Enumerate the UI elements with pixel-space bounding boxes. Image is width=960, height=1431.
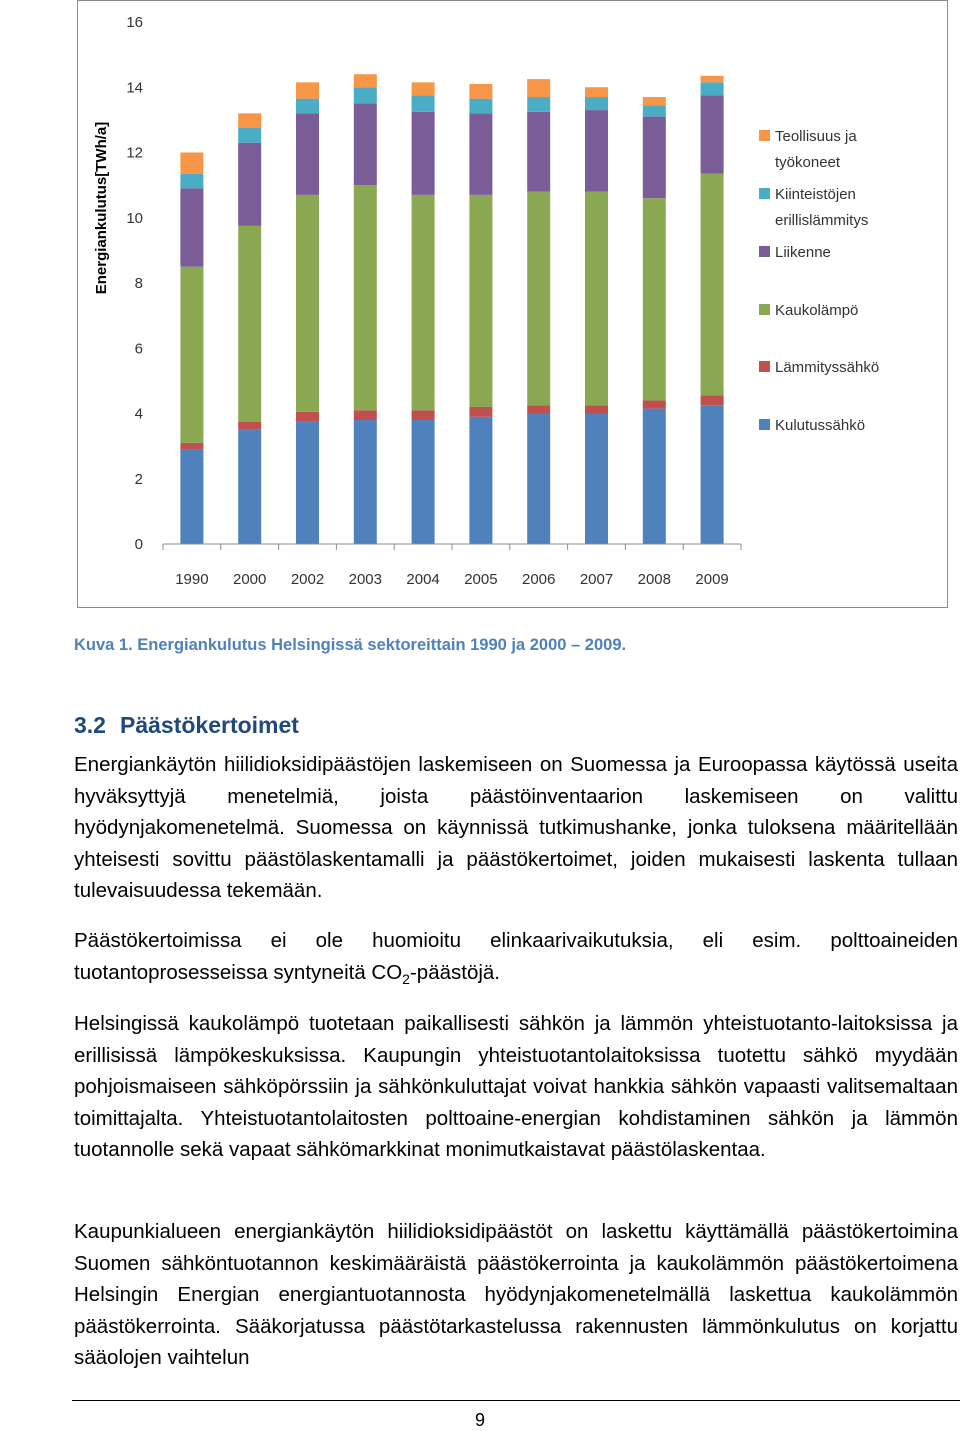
legend-label: erillislämmitys [775, 212, 869, 229]
bar-segment [643, 97, 666, 105]
bar-segment [238, 430, 261, 544]
bar-segment [701, 405, 724, 544]
bar-segment [469, 84, 492, 99]
y-tick-label: 4 [134, 405, 143, 423]
bar-segment [469, 417, 492, 544]
bar-segment [354, 420, 377, 544]
x-tick-label: 2009 [695, 571, 729, 588]
bar-segment [354, 104, 377, 186]
bar-segment [469, 407, 492, 417]
bar-segment [354, 74, 377, 87]
bar-segment [354, 87, 377, 103]
bar-segment [527, 79, 550, 97]
bar-segment [354, 410, 377, 420]
bar-segment [643, 117, 666, 199]
bar-segment [354, 185, 377, 410]
bar-segment [180, 188, 203, 266]
legend-swatch [759, 361, 770, 372]
y-tick-label: 16 [126, 14, 143, 31]
section-title: Päästökertoimet [119, 712, 299, 738]
bar-segment [701, 95, 724, 173]
y-tick-label: 8 [134, 275, 143, 292]
y-tick-label: 10 [126, 209, 143, 227]
stacked-bar-chart [78, 1, 947, 607]
bar-segment [412, 95, 435, 111]
figure-caption: Kuva 1. Energiankulutus Helsingissä sektoreittain 1990 ja 2000 – 2009. [74, 636, 627, 654]
y-tick-label: 0 [134, 536, 143, 553]
paragraph-3: Helsingissä kaukolämpö tuotetaan paikallisesti sähkön ja lämmön yhteistuotanto-laitoksissa ja erillisissä lämpökeskuksissa. Kaupungin yhteistuotantolaitoksissa tuotettu sähkö myydään pohjoismaiseen sähköpörssiin ja sähkönkuluttajat voivat hankkia sähkön vapaasti valitsemaltaan toimittajalta. Yhteistuotantolaitosten polttoaine-energian kohdistaminen sähkön ja lämmön tuotannolle sekä vapaat sähkömarkkinat monimutkaistavat päästölaskentaa. [74, 1012, 958, 1161]
bar-segment [643, 198, 666, 400]
bar-segment [238, 226, 261, 422]
bar-segment [643, 105, 666, 116]
legend-label: Kaukolämpö [775, 302, 859, 319]
section-heading [74, 712, 299, 739]
bar-segment [180, 153, 203, 174]
bar-segment [585, 87, 608, 97]
x-tick-label: 1990 [175, 571, 209, 588]
bar-segment [585, 405, 608, 413]
y-tick-label: 2 [134, 470, 143, 488]
y-tick-label: 6 [134, 340, 143, 358]
paragraph-2-tail: -päästöjä. [409, 960, 500, 984]
bar-segment [412, 195, 435, 410]
legend-swatch [759, 304, 770, 315]
paragraph-2-text: Päästökertoimissa ei ole huomioitu elinkaarivaikutuksia, eli esim. polttoaineiden tuotantoprosesseissa syntyneitä CO [74, 929, 958, 984]
section-number: 3.2 [74, 712, 106, 738]
legend-swatch [759, 246, 770, 257]
bar-segment [238, 113, 261, 128]
page-number: 9 [474, 1410, 485, 1430]
bar-segment [527, 112, 550, 192]
bar-segment [296, 195, 319, 412]
bar-segment [469, 113, 492, 195]
bar-segment [585, 110, 608, 192]
bar-segment [412, 420, 435, 544]
bar-segment [701, 82, 724, 95]
chart-container [77, 0, 948, 608]
bar-segment [701, 76, 724, 83]
legend-swatch [759, 188, 770, 199]
bar-segment [585, 414, 608, 545]
x-tick-label: 2002 [290, 571, 325, 588]
legend-label: Kulutussähkö [775, 417, 866, 434]
bar-segment [643, 409, 666, 544]
legend-swatch [759, 130, 770, 141]
x-tick-label: 2003 [348, 571, 382, 588]
legend-label: Teollisuus ja [775, 128, 857, 145]
bar-segment [180, 267, 203, 443]
bar-segment [412, 410, 435, 420]
legend-swatch [759, 419, 770, 430]
y-tick-label: 14 [126, 79, 143, 97]
bar-segment [296, 422, 319, 544]
co2-subscript: 2 [402, 970, 410, 987]
legend-label: Lämmityssähkö [775, 359, 880, 376]
bar-segment [412, 112, 435, 195]
bar-segment [296, 82, 319, 98]
y-tick-label: 12 [126, 144, 143, 162]
bar-segment [296, 113, 319, 195]
paragraph-2 [74, 925, 958, 995]
bar-segment [238, 422, 261, 430]
bar-segment [296, 99, 319, 114]
bar-segment [238, 128, 261, 143]
bar-segment [469, 195, 492, 407]
bar-segment [527, 97, 550, 112]
bar-segment [527, 192, 550, 406]
legend-label: työkoneet [775, 154, 841, 171]
bar-segment [469, 99, 492, 114]
x-tick-label: 2005 [464, 571, 498, 588]
bar-segment [180, 449, 203, 544]
footer-divider [72, 1400, 960, 1401]
bar-segment [585, 97, 608, 110]
legend-label: Kiinteistöjen [775, 186, 856, 203]
bar-segment [527, 414, 550, 545]
y-axis-label: Energiankulutus[TWh/a] [93, 121, 110, 295]
x-tick-label: 2000 [233, 571, 267, 588]
bar-segment [412, 82, 435, 95]
paragraph-4: Kaupunkialueen energiankäytön hiilidioksidipäästöt on laskettu käyttämällä päästökertoimina Suomen sähköntuotannon keskimääräistä päästökerrointa ja kaukolämmön päästökertoimena Helsingin Energian energiantuotannosta hyödynjakomenetelmällä laskettua kaukolämmön päästökerrointa. Sääkorjatussa päästötarkastelussa rakennusten lämmönkulutus on korjattu sääolojen vaihtelun [74, 1220, 958, 1369]
bar-segment [701, 174, 724, 396]
bar-segment [180, 443, 203, 450]
bar-segment [585, 192, 608, 406]
x-tick-label: 2004 [406, 571, 440, 588]
bar-segment [701, 396, 724, 406]
bar-segment [643, 400, 666, 408]
bar-segment [527, 405, 550, 413]
bar-segment [296, 412, 319, 422]
x-tick-label: 2006 [522, 571, 556, 588]
paragraph-1: Energiankäytön hiilidioksidipäästöjen laskemiseen on Suomessa ja Euroopassa käytössä useita hyväksyttyjä menetelmiä, joista päästöinventaarion laskemiseen on valittu hyödynjakomenetelmä. Suomessa on käynnissä tutkimushanke, jonka tuloksena määritellään yhteisesti sovittu päästölaskentamalli ja päästökertoimet, joiden mukaisesti laskenta tullaan tulevaisuudessa tekemään. [74, 753, 958, 902]
bar-segment [180, 174, 203, 189]
bar-segment [238, 143, 261, 226]
x-tick-label: 2007 [579, 571, 614, 588]
legend-label: Liikenne [775, 244, 831, 261]
x-tick-label: 2008 [637, 571, 671, 588]
